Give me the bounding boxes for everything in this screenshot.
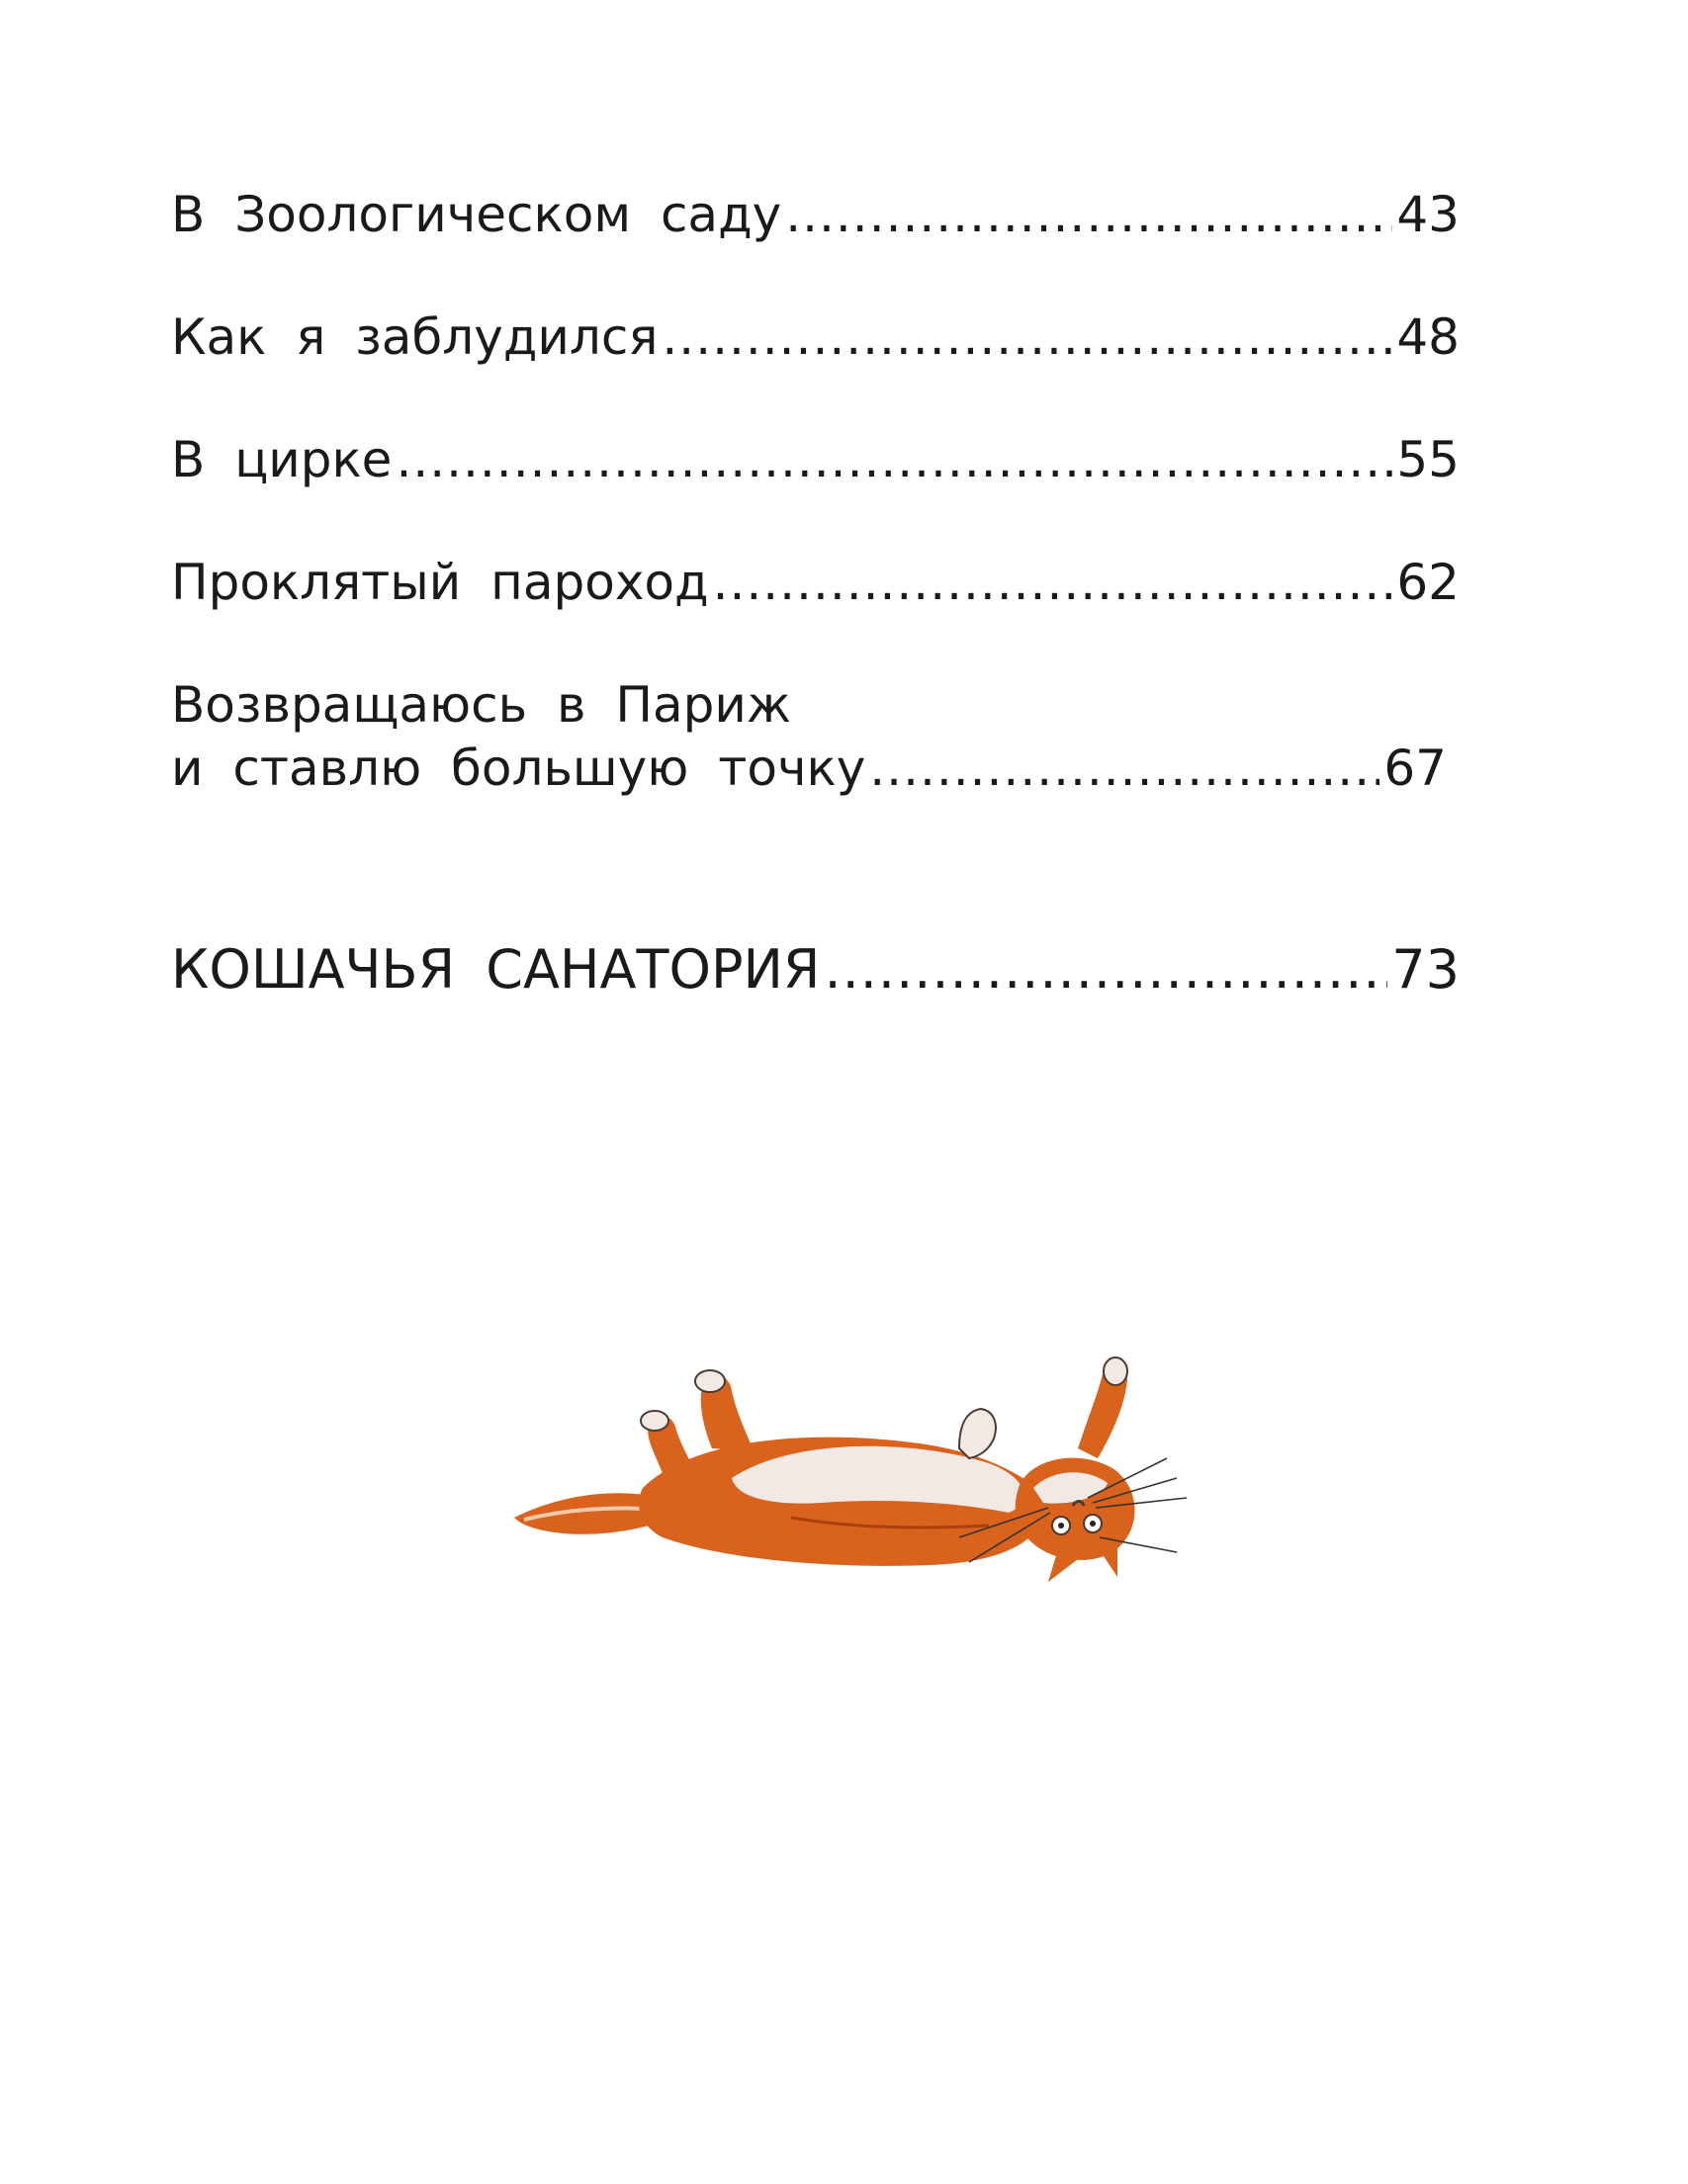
toc-entry-title-line2: и ставлю большую точку <box>171 740 866 797</box>
dot-leader <box>396 428 1392 491</box>
toc-entry-circus[interactable] <box>171 428 1460 491</box>
toc-page-number: 73 <box>1391 938 1460 1001</box>
toc-entry-title: В Зоологическом саду <box>171 186 782 243</box>
toc-entry-zoo[interactable] <box>171 183 1460 246</box>
dot-leader <box>713 551 1393 614</box>
toc-entry-steamship[interactable] <box>171 551 1460 614</box>
toc-entry-title: Проклятый пароход <box>171 554 709 611</box>
toc-page-number: 67 <box>1383 740 1447 797</box>
toc-page-number: 48 <box>1396 308 1460 366</box>
dot-leader <box>785 183 1392 246</box>
toc-entry-title: В цирке <box>171 431 393 488</box>
table-of-contents <box>171 183 1460 1002</box>
toc-page-number: 43 <box>1396 186 1460 243</box>
toc-part-title: КОШАЧЬЯ САНАТОРИЯ <box>171 938 821 1001</box>
toc-part-sanatorium[interactable] <box>171 938 1460 1002</box>
dot-leader <box>824 938 1387 1002</box>
dot-leader <box>869 737 1379 800</box>
dot-leader <box>662 306 1392 369</box>
toc-entry-title: Как я заблудился <box>171 308 659 366</box>
sleeping-cat-illustration-icon <box>494 1340 1206 1597</box>
toc-page-number: 55 <box>1396 431 1460 488</box>
toc-page-number: 62 <box>1396 554 1460 611</box>
toc-entry-paris[interactable] <box>171 673 1460 800</box>
toc-entry-lost[interactable] <box>171 306 1460 369</box>
toc-entry-title-line1: Возвращаюсь в Париж <box>171 676 791 734</box>
